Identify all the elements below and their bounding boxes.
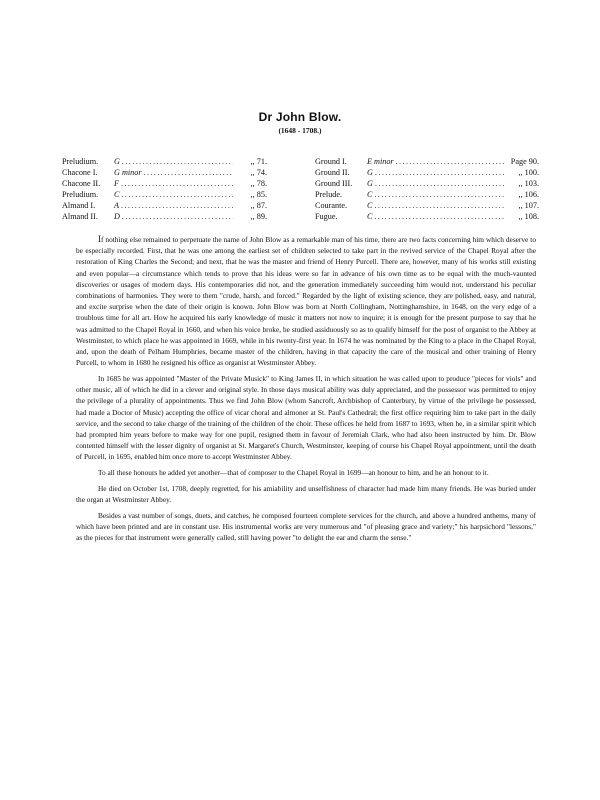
piece-title: Preludium. [62, 157, 99, 166]
life-dates: (1648 - 1708.) [278, 126, 322, 135]
dot-leader [374, 200, 505, 211]
page-number: ,, 100. [518, 168, 539, 177]
contents-entry [62, 156, 267, 167]
piece-title: Prelude. [315, 190, 343, 199]
contents-entry [62, 211, 267, 222]
dot-leader [121, 189, 233, 200]
contents-entry [315, 156, 539, 167]
piece-title: Almand II. [62, 212, 98, 221]
contents-entry [62, 200, 267, 211]
piece-key: A [114, 201, 120, 210]
paragraph: Besides a vast number of songs, duets, and catches, he composed fourteen complete services for the church, and above a hundred anthems, many of which have been printed and are in constant use. His instrumental works are very numerous and "of pleasing grace and variety;" his harpsichord "lessons," as the pieces for that instrument were generally called, still having power "to delight the ear and charm the sense." [76, 510, 536, 543]
page-number: ,, 71. [250, 157, 267, 166]
page-title: Dr John Blow. [258, 110, 342, 124]
contents-left-column [62, 156, 267, 222]
piece-title: Chacone II. [62, 179, 101, 188]
piece-title: Preludium. [62, 190, 99, 199]
dot-leader [375, 167, 505, 178]
page-number: Page 90. [510, 157, 539, 166]
piece-key: D [114, 212, 120, 221]
contents-right-column [315, 156, 539, 222]
piece-key: G [367, 179, 373, 188]
contents-entry [62, 178, 267, 189]
page-number: ,, 87. [250, 201, 267, 210]
piece-key: F [114, 179, 120, 188]
page-number: ,, 89. [250, 212, 267, 221]
dot-leader [396, 156, 505, 167]
paragraph: He died on October 1st, 1708, deeply regretted, for his amiability and unselfishness of character had made him many friends. He was buried under the organ at Westminster Abbey. [76, 483, 536, 504]
piece-key: G [114, 157, 120, 166]
dot-leader [375, 178, 505, 189]
piece-title: Chacone I. [62, 168, 98, 177]
piece-title: Fugue. [315, 212, 338, 221]
piece-key: C [114, 190, 120, 199]
biography-text [76, 234, 536, 548]
dot-leader [144, 167, 233, 178]
dot-leader [122, 156, 233, 167]
piece-key: E minor [367, 157, 394, 166]
contents-entry [315, 200, 539, 211]
piece-key: G minor [114, 168, 142, 177]
piece-title: Almand I. [62, 201, 96, 210]
page-number: ,, 106. [518, 190, 539, 199]
contents-entry [315, 167, 539, 178]
contents-entry [62, 189, 267, 200]
page-number: ,, 108. [518, 212, 539, 221]
dot-leader [374, 211, 505, 222]
piece-title: Ground II. [315, 168, 350, 177]
contents-entry [315, 178, 539, 189]
piece-title: Courante. [315, 201, 348, 210]
piece-key: C [367, 190, 373, 199]
dot-leader [121, 200, 233, 211]
piece-key: C [367, 201, 373, 210]
contents-entry [315, 189, 539, 200]
page-number: ,, 85. [250, 190, 267, 199]
paragraph: In 1685 he was appointed "Master of the Private Musick" to King James II, in which situation he was called upon to produce "pieces for viols" and other music, all of which he did in a clever and original style. In those days musical ability was duly appreciated, and the possessor was permitted to enjoy the privilege of a plurality of appointments. Thus we find John Blow (whom Sancroft, Archbishop of Canterbury, by virtue of the privilege he possessed, had made a Doctor of Music) accepting the office of vicar choral and almoner at St. Paul's Cathedral; the first office requiring him to take part in the daily service, and the second to take charge of the training of the children of the choir. These offices he held from 1687 to 1693, when he, in a similar spirit which had prompted him years before to make way for one pupil, resigned them in favour of Jeremiah Clark, who had also been instructed by him. Dr. Blow contented himself with the lesser dignity of organist at St. Margaret's Church, Westminster, keeping of course his Chapel Royal appointment, until the death of Purcell, in 1695, enabled him once more to accept Westminster Abbey. [76, 373, 536, 462]
paragraph: To all these honours he added yet another—that of composer to the Chapel Royal in 1699—an honour to him, and he an honour to it. [98, 468, 489, 478]
dot-leader [122, 211, 233, 222]
contents-entry [62, 167, 267, 178]
piece-key: C [367, 212, 373, 221]
page-number: ,, 107. [518, 201, 539, 210]
page-number: ,, 103. [518, 179, 539, 188]
piece-title: Ground I. [315, 157, 347, 166]
page-number: ,, 74. [250, 168, 267, 177]
piece-title: Ground III. [315, 179, 353, 188]
page-number: ,, 78. [250, 179, 267, 188]
contents-entry [315, 211, 539, 222]
piece-key: G [367, 168, 373, 177]
dot-leader [121, 178, 233, 189]
dot-leader [374, 189, 505, 200]
paragraph: If nothing else remained to perpetuate the name of John Blow as a remarkable man of his time, there are two facts concerning him which deserve to be especially recorded. First, that he was one among the earliest set of children selected to take part in the revived service of the Chapel Royal after the restoration of King Charles the Second; and next, that he was the master and friend of Henry Purcell. There are, however, many of his works still existing and even popular—a circumstance which tends to prove that his ideas were so far in advance of his own time as to be equal with the much-vaunted discoveries or usages of modern days. His contemporaries did not, and the generation immediately succeeding him would not, understand his peculiar combinations of harmonies. They were to them "crude, harsh, and forced." Regarded by the light of existing science, they are polished, easy, and natural, and excite surprise when the date of their origin is known. John Blow was born at North Collingham, Nottinghamshire, in 1648, on the very edge of a troublous time for all art. How he acquired his early knowledge of music it matters not now to inquire; it is enough for the present purpose to say that he was admitted to the Chapel Royal in 1660, and when his voice broke, he studied assiduously so as to qualify himself for the post of organist to the Abbey at Westminster, to which place he was appointed in 1669, while in his twenty-first year. In 1674 he was nominated by the King to a place in the Chapel Royal, and, upon the death of Pelham Humphries, became master of the children, having in that capacity the care of the musical and other training of Henry Purcell, to whom in 1680 he resigned his office as organist at Westminster Abbey. [76, 234, 536, 368]
